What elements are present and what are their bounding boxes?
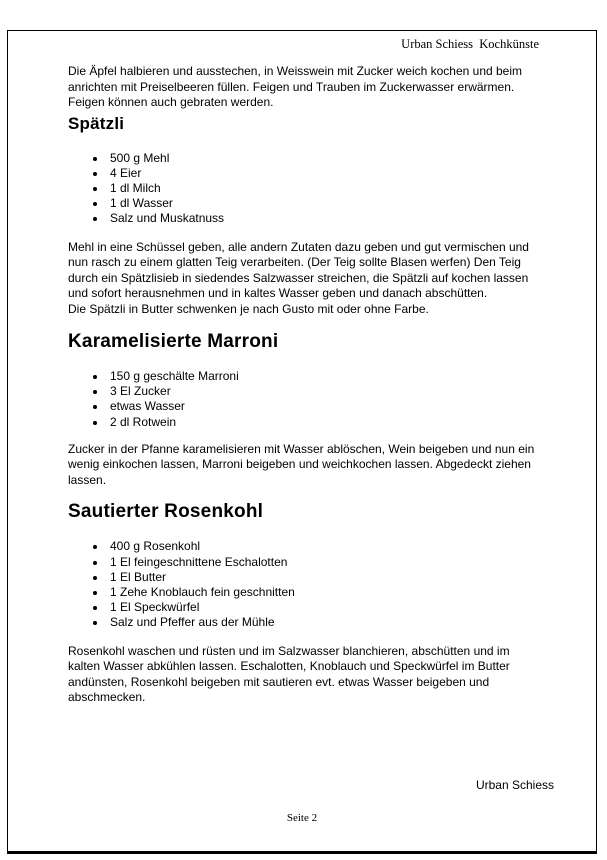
ingredient-item: • etwas Wasser [107, 399, 538, 414]
recipe-title-rosenkohl: Sautierter Rosenkohl [68, 501, 264, 523]
instructions-spaetzli [68, 240, 542, 318]
ingredient-item: • 1 El Speckwürfel [107, 600, 538, 615]
instruction-paragraph: Zucker in der Pfanne karamelisieren mit Wasser ablöschen, Wein beigeben und nun ein wenig einkochen lassen, Marroni beigeben und weichkochen lassen. Abgedeckt ziehen lassen. [68, 441, 535, 487]
ingredient-item: • 4 Eier [107, 166, 538, 181]
ingredient-item: • 400 g Rosenkohl [107, 539, 538, 554]
ingredient-item: • 3 El Zucker [107, 384, 538, 399]
ingredient-list-marroni [68, 369, 538, 430]
ingredient-item: • Salz und Muskatnuss [107, 211, 538, 226]
document-header: Urban Schiess Kochkünste [401, 37, 539, 51]
page-content [8, 31, 596, 706]
instruction-paragraph: Die Spätzli in Butter schwenken je nach Gusto mit oder ohne Farbe. [68, 301, 429, 316]
recipe-title-spaetzli: Spätzli [68, 113, 125, 133]
ingredient-item: • 1 dl Milch [107, 181, 538, 196]
instructions-rosenkohl [68, 644, 542, 706]
instructions-marroni [68, 442, 542, 489]
ingredient-item: • 1 dl Wasser [107, 196, 538, 211]
intro-paragraph: Die Äpfel halbieren und ausstechen, in Weisswein mit Zucker weich kochen und beim anrichten mit Preiselbeeren füllen. Feigen und Trauben im Zuckerwasser erwärmen. Feigen können auch gebraten werden. [68, 64, 523, 109]
ingredient-item: • 1 El Butter [107, 570, 538, 585]
instruction-paragraph: Rosenkohl waschen und rüsten und im Salzwasser blanchieren, abschütten und im kalten Wasser abkühlen lassen. Eschalotten, Knoblauch und Speckwürfel im Butter andünsten, Rosenkohl beigeben mit sautieren evt. etwas Wasser beigeben und abschmecken. [68, 643, 510, 705]
ingredient-item: • 500 g Mehl [107, 151, 538, 166]
ingredient-item: • 1 Zehe Knoblauch fein geschnitten [107, 585, 538, 600]
ingredient-item: • Salz und Pfeffer aus der Mühle [107, 615, 538, 630]
ingredient-item: • 1 El feingeschnittene Eschalotten [107, 555, 538, 570]
footer-author: Urban Schiess [475, 778, 554, 792]
document-page [7, 30, 597, 854]
instruction-paragraph: Mehl in eine Schüssel geben, alle andern Zutaten dazu geben und gut vermischen und nun rasch zu einem glatten Teig verarbeiten. (Der Teig sollte Blasen werfen) Den Teig durch ein Spätzlisieb in siedendes Salzwasser streichen, die Spätzli auf kochen lassen und sofort herausnehmen und in kaltes Wasser geben und danach abschütten. [68, 239, 529, 301]
ingredient-item: • 150 g geschälte Marroni [107, 369, 538, 384]
recipe-title-marroni: Karamelisierte Marroni [68, 331, 279, 353]
ingredient-list-spaetzli [68, 151, 538, 227]
ingredient-list-rosenkohl [68, 539, 538, 630]
ingredient-item: • 2 dl Rotwein [107, 415, 538, 430]
page-number: Seite 2 [286, 812, 318, 824]
